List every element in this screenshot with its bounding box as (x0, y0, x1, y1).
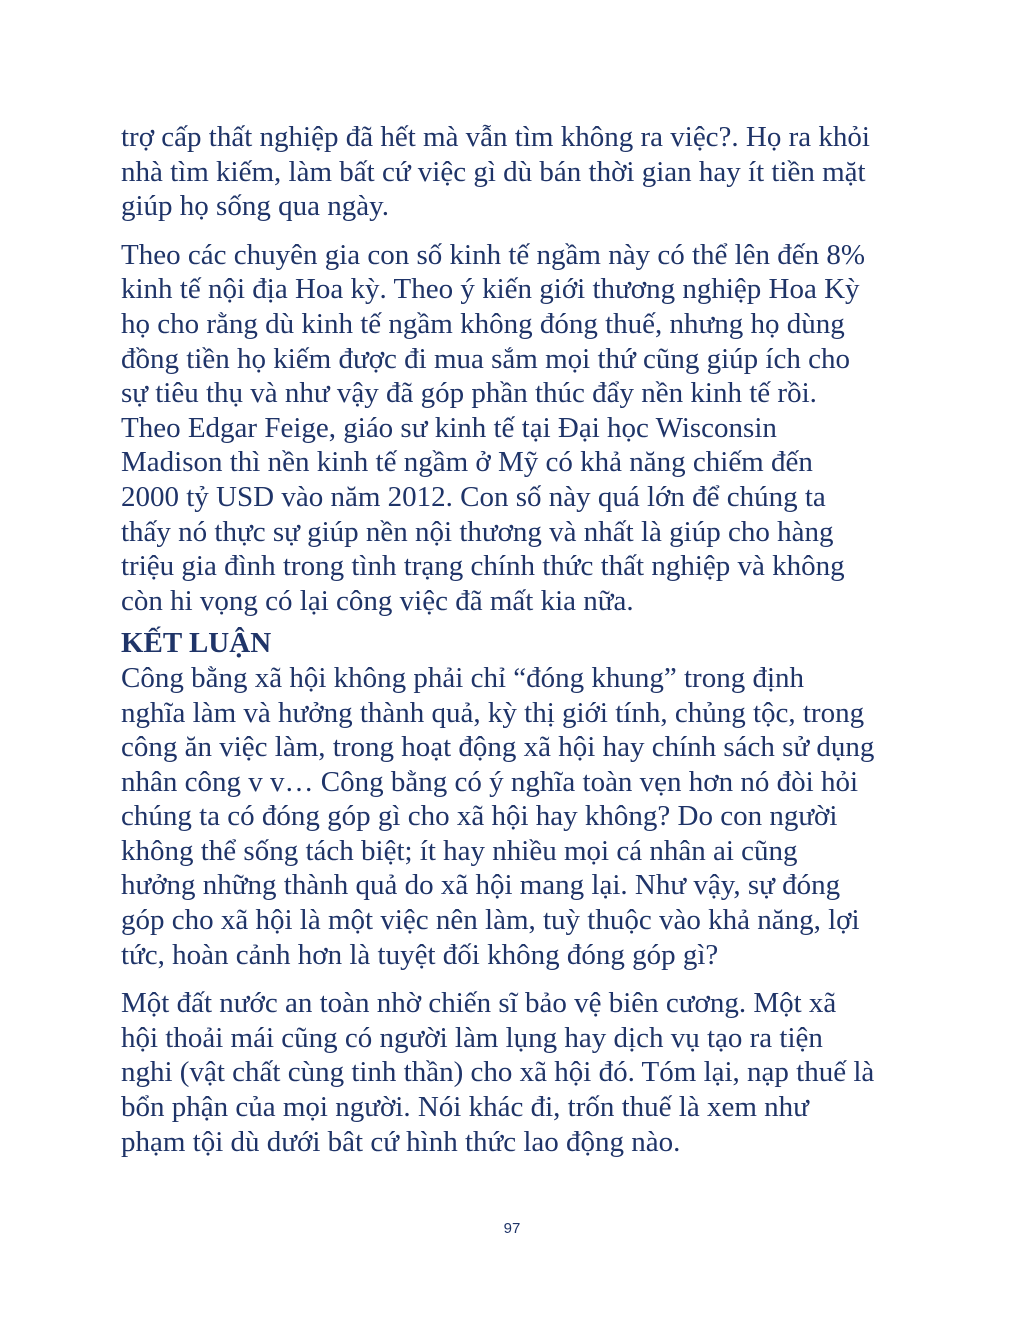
text-line: Theo các chuyên gia con số kinh tế ngầm này có thể lên đến 8% (121, 238, 866, 271)
text-line: bổn phận của mọi người. Nói khác đi, trốn thuế là xem như (121, 1091, 809, 1124)
text-line: góp cho xã hội là một việc nên làm, tuỳ thuộc vào khả năng, lợi (121, 904, 860, 937)
text-line: Công bằng xã hội không phải chỉ “đóng khung” trong định (121, 661, 805, 694)
text-line: Theo Edgar Feige, giáo sư kinh tế tại Đại học Wisconsin (121, 411, 777, 444)
page-number: 97 (503, 1220, 521, 1237)
page-content (121, 120, 911, 1173)
text-line: giúp họ sống qua ngày. (121, 190, 389, 223)
paragraph-tax-duty (121, 986, 911, 1159)
text-line: thấy nó thực sự giúp nền nội thương và nhất là giúp cho hàng (121, 515, 834, 548)
text-line: họ cho rằng dù kinh tế ngầm không đóng thuế, nhưng họ dùng (121, 307, 845, 340)
text-line: Madison thì nền kinh tế ngầm ở Mỹ có khả năng chiếm đến (121, 446, 813, 479)
text-line: hội thoải mái cũng có người làm lụng hay dịch vụ tạo ra tiện (121, 1021, 823, 1054)
text-line: nghĩa làm và hưởng thành quả, kỳ thị giới tính, chủng tộc, trong (121, 696, 865, 729)
text-line: sự tiêu thụ và như vậy đã góp phần thúc đẩy nền kinh tế rồi. (121, 377, 817, 410)
text-line: đồng tiền họ kiếm được đi mua sắm mọi thứ cũng giúp ích cho (121, 342, 850, 375)
paragraph-social-equality (121, 661, 911, 972)
text-line: nghi (vật chất cùng tinh thần) cho xã hội đó. Tóm lại, nạp thuế là (121, 1056, 875, 1089)
paragraph-unemployment (121, 120, 911, 224)
text-line: chúng ta có đóng góp gì cho xã hội hay không? Do con người (121, 800, 838, 833)
text-line: hưởng những thành quả do xã hội mang lại. Như vậy, sự đóng (121, 869, 841, 902)
text-line: trợ cấp thất nghiệp đã hết mà vẫn tìm không ra việc?. Họ ra khỏi (121, 121, 870, 153)
text-line: Một đất nước an toàn nhờ chiến sĩ bảo vệ biên cương. Một xã (121, 987, 837, 1020)
text-line: 2000 tỷ USD vào năm 2012. Con số này quá lớn để chúng ta (121, 480, 826, 513)
text-line: công ăn việc làm, trong hoạt động xã hội hay chính sách sử dụng (121, 731, 875, 764)
section-heading-conclusion: KẾT LUẬN (121, 627, 272, 660)
text-line: triệu gia đình trong tình trạng chính thức thất nghiệp và không (121, 550, 845, 583)
text-line: kinh tế nội địa Hoa kỳ. Theo ý kiến giới thương nghiệp Hoa Kỳ (121, 273, 860, 306)
text-line: không thể sống tách biệt; ít hay nhiều mọi cá nhân ai cũng (121, 834, 798, 867)
text-line: nhà tìm kiếm, làm bất cứ việc gì dù bán thời gian hay ít tiền mặt (121, 155, 866, 188)
paragraph-underground-economy (121, 238, 911, 619)
text-line: nhân công v v… Công bằng có ý nghĩa toàn vẹn hơn nó đòi hỏi (121, 765, 859, 798)
text-line: còn hi vọng có lại công việc đã mất kia nữa. (121, 584, 634, 617)
text-line: phạm tội dù dưới bât cứ hình thức lao động nào. (121, 1125, 681, 1158)
text-line: tức, hoàn cảnh hơn là tuyệt đối không đóng góp gì? (121, 938, 719, 971)
